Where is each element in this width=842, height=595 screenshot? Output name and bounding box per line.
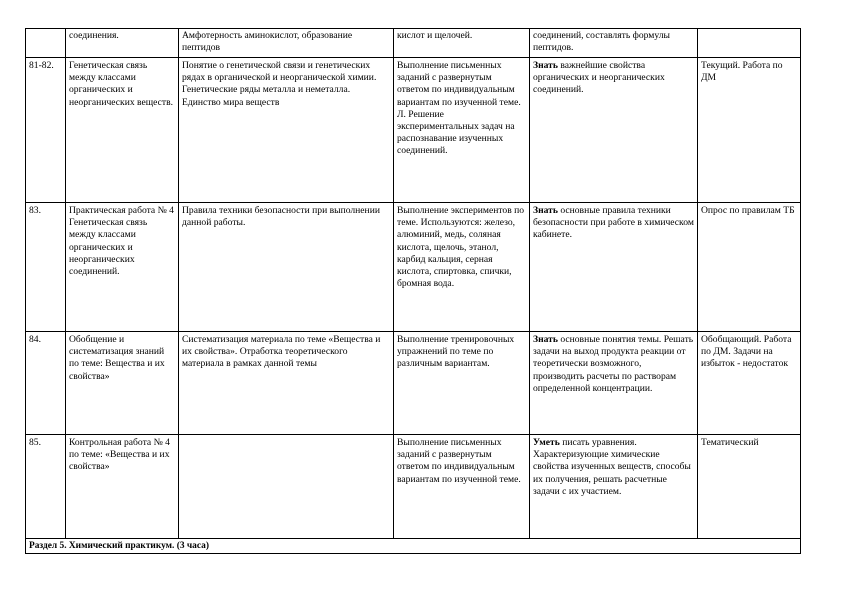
lesson-topic: Практическая работа № 4 Генетическая связь между классами органических и неорганических соединений. <box>66 203 179 332</box>
table-row <box>26 29 801 58</box>
control-type: Опрос по правилам ТБ <box>698 203 801 332</box>
requirements-text: основные понятия темы. Решать задачи на выход продукта реакции от теоретически возможного, производить расчеты по растворам определенной концентрации. <box>533 334 694 394</box>
lesson-topic: соединения. <box>66 29 179 58</box>
section-row <box>26 539 801 554</box>
requirements-lead: Знать <box>533 60 558 71</box>
table-row <box>26 435 801 539</box>
requirements-lead: Знать <box>533 205 558 216</box>
requirements <box>530 332 698 435</box>
lesson-content: Систематизация материала по теме «Вещества и их свойства». Отработка теоретического материала в рамках данной темы <box>179 332 394 435</box>
lesson-number: 83. <box>26 203 66 332</box>
control-type <box>698 29 801 58</box>
lesson-content: Правила техники безопасности при выполнении данной работы. <box>179 203 394 332</box>
requirements-lead: Знать <box>533 334 558 345</box>
requirements-text: важнейшие свойства органических и неорганических соединений. <box>533 60 665 96</box>
activity-text: Выполнение письменных заданий с развернутым ответом по индивидуальным вариантам по изученной теме. <box>397 60 521 108</box>
student-activity: кислот и щелочей. <box>394 29 530 58</box>
student-activity: Выполнение тренировочных упражнений по теме по различным вариантам. <box>394 332 530 435</box>
requirements <box>530 29 698 58</box>
table-row <box>26 332 801 435</box>
lesson-topic: Контрольная работа № 4 по теме: «Вещества и их свойства» <box>66 435 179 539</box>
student-activity <box>394 58 530 203</box>
requirements-text: писать уравнения. Характеризующие химические свойства изученных веществ, способы их получения, решать расчетные задачи с их участием. <box>533 437 691 497</box>
lesson-topic: Обобщение и систематизация знаний по теме: Вещества и их свойства» <box>66 332 179 435</box>
requirements <box>530 203 698 332</box>
lesson-number: 84. <box>26 332 66 435</box>
requirements-text: основные правила техники безопасности при работе в химическом кабинете. <box>533 205 694 241</box>
control-type: Обобщающий. Работа по ДМ. Задачи на избыток - недостаток <box>698 332 801 435</box>
section-heading: Раздел 5. Химический практикум. (3 часа) <box>26 539 801 554</box>
lesson-content: Амфотерность аминокислот, образование пептидов <box>179 29 394 58</box>
requirements <box>530 435 698 539</box>
requirements <box>530 58 698 203</box>
requirements-lead: Уметь <box>533 437 560 448</box>
lesson-plan-table <box>25 28 801 554</box>
activity-lab-text: Л. Решение экспериментальных задач на распознавание изученных соединений. <box>397 108 515 157</box>
control-type: Текущий. Работа по ДМ <box>698 58 801 203</box>
control-type: Тематический <box>698 435 801 539</box>
requirements-text: соединений, составлять формулы пептидов. <box>533 30 670 54</box>
lesson-number: 85. <box>26 435 66 539</box>
lesson-number <box>26 29 66 58</box>
lesson-number: 81-82. <box>26 58 66 203</box>
lesson-content <box>179 435 394 539</box>
lesson-content: Понятие о генетической связи и генетических рядах в органической и неорганической химии. Генетические ряды металла и неметалла. Единство мира веществ <box>179 58 394 203</box>
table-row <box>26 58 801 203</box>
student-activity: Выполнение экспериментов по теме. Используются: железо, алюминий, медь, соляная кислота, щелочь, этанол, карбид кальция, серная кислота, спиртовка, спички, бромная вода. <box>394 203 530 332</box>
student-activity: Выполнение письменных заданий с развернутым ответом по индивидуальным вариантам по изученной теме. <box>394 435 530 539</box>
lesson-topic: Генетическая связь между классами органических и неорганических веществ. <box>66 58 179 203</box>
table-row <box>26 203 801 332</box>
